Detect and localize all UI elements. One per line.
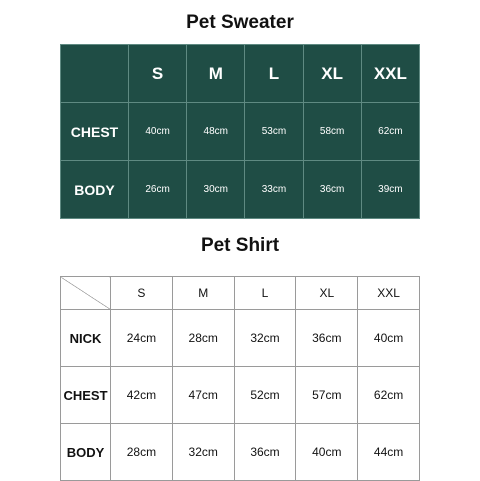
size-header: M [172,277,234,310]
measure-cell: 57cm [296,367,358,424]
measure-cell: 36cm [296,310,358,367]
size-header: M [187,45,245,103]
measure-cell: 62cm [361,103,419,161]
measure-cell: 44cm [358,424,420,481]
measure-cell: 32cm [172,424,234,481]
row-label: NICK [61,310,111,367]
size-header: L [245,45,303,103]
measure-cell: 26cm [129,161,187,219]
measure-cell: 58cm [303,103,361,161]
measure-cell: 62cm [358,367,420,424]
shirt-title: Pet Shirt [200,235,280,256]
corner-cell [61,45,129,103]
measure-cell: 47cm [172,367,234,424]
size-header: L [234,277,296,310]
table-row [61,161,420,219]
measure-cell: 53cm [245,103,303,161]
measure-cell: 48cm [187,103,245,161]
measure-cell: 24cm [111,310,173,367]
diagonal-corner-cell [61,277,111,310]
row-label: CHEST [61,103,129,161]
measure-cell: 40cm [129,103,187,161]
table-row [61,310,420,367]
size-header: XXL [358,277,420,310]
row-label: CHEST [61,367,111,424]
size-header: S [111,277,173,310]
measure-cell: 36cm [303,161,361,219]
table-row [61,367,420,424]
shirt-size-table [60,276,420,481]
measure-cell: 32cm [234,310,296,367]
measure-cell: 30cm [187,161,245,219]
measure-cell: 36cm [234,424,296,481]
sweater-title: Pet Sweater [186,12,294,33]
shirt-header-row [61,277,420,310]
measure-cell: 39cm [361,161,419,219]
measure-cell: 28cm [172,310,234,367]
measure-cell: 28cm [111,424,173,481]
size-header: XL [296,277,358,310]
sweater-size-table [60,44,420,219]
table-row [61,424,420,481]
row-label: BODY [61,161,129,219]
size-header: XXL [361,45,419,103]
measure-cell: 42cm [111,367,173,424]
measure-cell: 40cm [296,424,358,481]
size-header: XL [303,45,361,103]
row-label: BODY [61,424,111,481]
measure-cell: 33cm [245,161,303,219]
table-row [61,103,420,161]
sweater-header-row [61,45,420,103]
size-header: S [129,45,187,103]
measure-cell: 52cm [234,367,296,424]
measure-cell: 40cm [358,310,420,367]
